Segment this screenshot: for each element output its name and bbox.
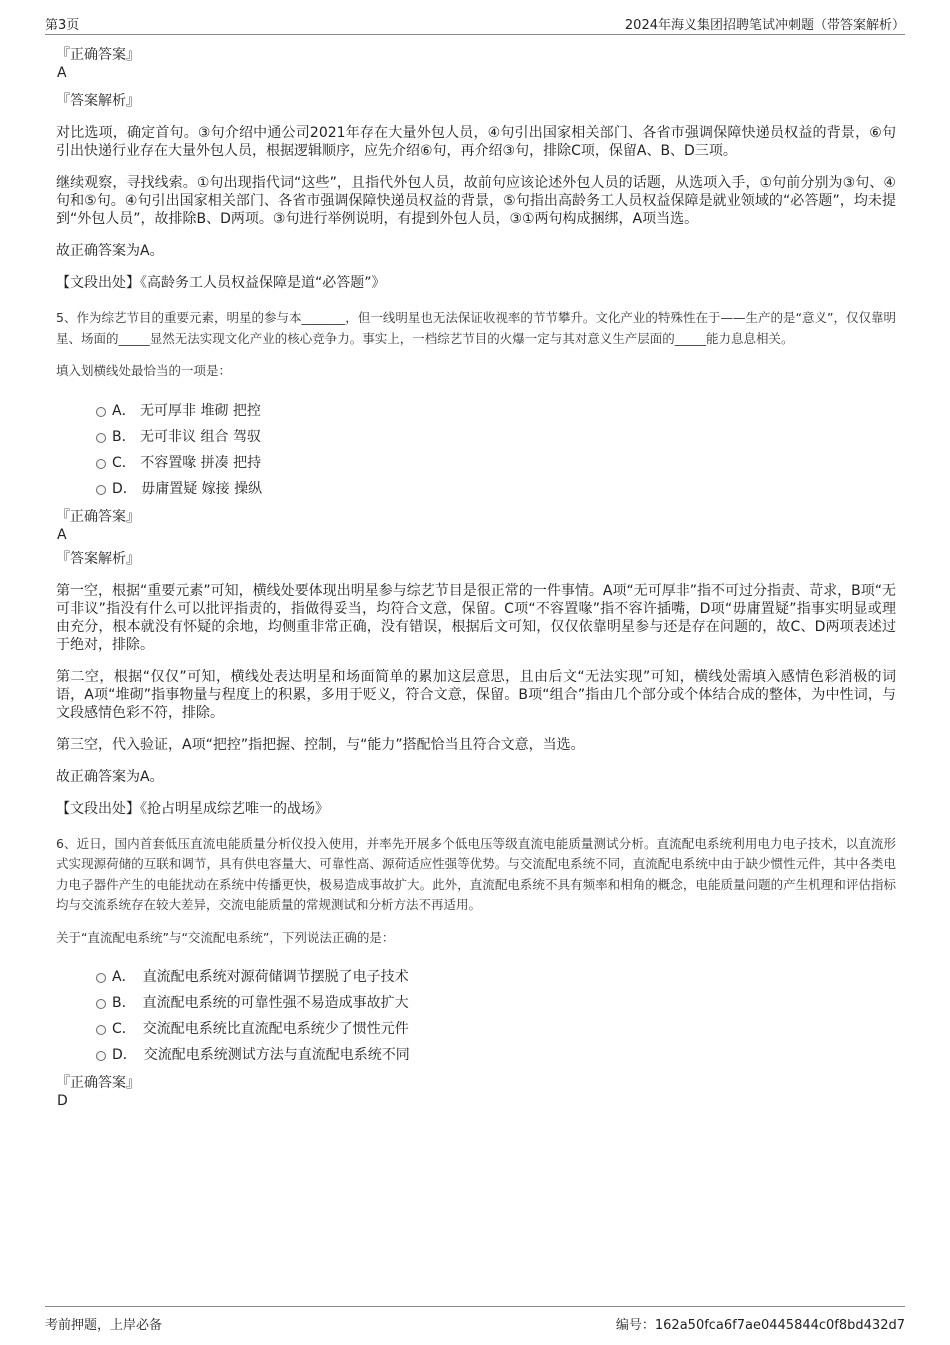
q6-answer-label: 『正确答案』 <box>56 1075 140 1091</box>
document-title: 2024年海义集团招聘笔试冲刺题（带答案解析） <box>624 18 905 33</box>
radio-icon[interactable] <box>96 433 106 443</box>
q4-answer-label: 『正确答案』 <box>56 47 140 63</box>
radio-icon[interactable] <box>96 1051 106 1061</box>
radio-icon[interactable] <box>96 973 106 983</box>
document-body <box>56 46 896 1110</box>
radio-icon[interactable] <box>96 407 106 417</box>
radio-icon[interactable] <box>96 1025 106 1035</box>
q5-option-a[interactable]: A． 无可厚非 堆砌 把控 <box>56 398 896 424</box>
q6-option-c[interactable]: C． 交流配电系统比直流配电系统少了惯性元件 <box>56 1016 896 1042</box>
q4-analysis-p3: 故正确答案为A。 <box>56 243 164 259</box>
q6-option-d[interactable]: D． 交流配电系统测试方法与直流配电系统不同 <box>56 1042 896 1068</box>
q5-answer-label: 『正确答案』 <box>56 508 140 525</box>
q5-prompt: 填入划横线处最恰当的一项是： <box>56 363 232 378</box>
q5-source: 【文段出处】《抢占明星成综艺唯一的战场》 <box>56 800 329 817</box>
page-number: 第3页 <box>45 18 80 33</box>
q5-stem: 5、作为综艺节目的重要元素，明星的参与本_______，但一线明星也无法保证收视率的节节攀升。文化产业的特殊性在于——生产的是“意义”，仅仅靠明星、场面的_____显然无法实现文化产业的核心竞争力。事实上，一档综艺节目的火爆一定与其对意义生产层面的_____能力息息相关。 <box>56 310 896 346</box>
q4-source: 【文段出处】《高龄务工人员权益保障是道“必答题”》 <box>56 275 386 291</box>
radio-icon[interactable] <box>96 999 106 1009</box>
q5-options <box>56 398 896 502</box>
q5-analysis-p2: 第二空，根据“仅仅”可知，横线处表达明星和场面简单的累加这层意思，且由后文“无法实现”可知，横线处需填入感情色彩消极的词语，A项“堆砌”指事物量与程度上的积累，多用于贬义，符合文意，保留。B项“组合”指由几个部分或个体结合成的整体，为中性词，与文段感情色彩不符，排除。 <box>56 668 896 721</box>
q6-option-a[interactable]: A． 直流配电系统对源荷储调节摆脱了电子技术 <box>56 964 896 990</box>
q6-stem: 6、近日，国内首套低压直流电能质量分析仪投入使用，并率先开展多个低电压等级直流电能质量测试分析。直流配电系统利用电力电子技术，以直流形式实现源荷储的互联和调节，具有供电容量大、可靠性高、源荷适应性强等优势。与交流配电系统不同，直流配电系统中由于缺少惯性元件，其中各类电力电子器件产生的电能扰动在系统中传播更快，极易造成事故扩大。此外，直流配电系统不具有频率和相角的概念，电能质量问题的产生机理和评估指标均与交流系统存在较大差异，交流电能质量的常规测试和分析方法不再适用。 <box>56 835 896 912</box>
radio-icon[interactable] <box>96 485 106 495</box>
q4-analysis-label: 『答案解析』 <box>56 93 140 109</box>
document-code: 编号：162a50fca6f7ae0445844c0f8bd432d7 <box>615 1318 905 1333</box>
q4-analysis-p2: 继续观察，寻找线索。①句出现指代词“这些”，且指代外包人员，故前句应该论述外包人员的话题，从选项入手，①句前分别为③句、④句和⑤句。④句引出国家相关部门、各省市强调保障快递员权益的背景，⑤句指出高龄务工人员权益保障是就业领域的“必答题”，均未提到“外包人员”，故排除B、D两项。③句进行举例说明，有提到外包人员，③①两句构成捆绑，A项当选。 <box>56 175 896 227</box>
q5-analysis-p1: 第一空，根据“重要元素”可知，横线处要体现出明星参与综艺节目是很正常的一件事情。A项“无可厚非”指不可过分指责、苛求，B项“无可非议”指没有什么可以批评指责的，指做得妥当，均符合文意，保留。C项“不容置喙”指不容许插嘴，D项“毋庸置疑”指事实明显或理由充分，根本就没有怀疑的余地，均侧重非常正确，没有错误，根据后文可知，仅仅依靠明星参与还是存在问题的，故C、D两项表述过于绝对，排除。 <box>56 582 896 653</box>
page-footer <box>45 1306 905 1333</box>
q5-option-d[interactable]: D． 毋庸置疑 嫁接 操纵 <box>56 476 896 502</box>
q6-answer: D <box>57 1093 68 1109</box>
q4-answer: A <box>57 65 67 81</box>
footer-slogan: 考前押题，上岸必备 <box>45 1318 163 1333</box>
q5-analysis-p3: 第三空，代入验证，A项“把控”指把握、控制，与“能力”搭配恰当且符合文意，当选。 <box>56 736 585 753</box>
q5-option-b[interactable]: B． 无可非议 组合 驾驭 <box>56 424 896 450</box>
q5-analysis-p4: 故正确答案为A。 <box>56 768 164 785</box>
q6-option-b[interactable]: B． 直流配电系统的可靠性强不易造成事故扩大 <box>56 990 896 1016</box>
q5-option-c[interactable]: C． 不容置喙 拼凑 把持 <box>56 450 896 476</box>
q4-analysis-p1: 对比选项，确定首句。③句介绍中通公司2021年存在大量外包人员，④句引出国家相关部门、各省市强调保障快递员权益的背景，⑥句引出快递行业存在大量外包人员，根据逻辑顺序，应先介绍⑥句，再介绍③句，排除C项，保留A、B、D三项。 <box>56 125 896 159</box>
radio-icon[interactable] <box>96 459 106 469</box>
q6-options <box>56 964 896 1068</box>
q5-answer: A <box>57 526 67 543</box>
page-header <box>45 14 905 35</box>
q5-analysis-label: 『答案解析』 <box>56 550 140 567</box>
q6-prompt: 关于“直流配电系统”与“交流配电系统”，下列说法正确的是： <box>56 929 395 945</box>
